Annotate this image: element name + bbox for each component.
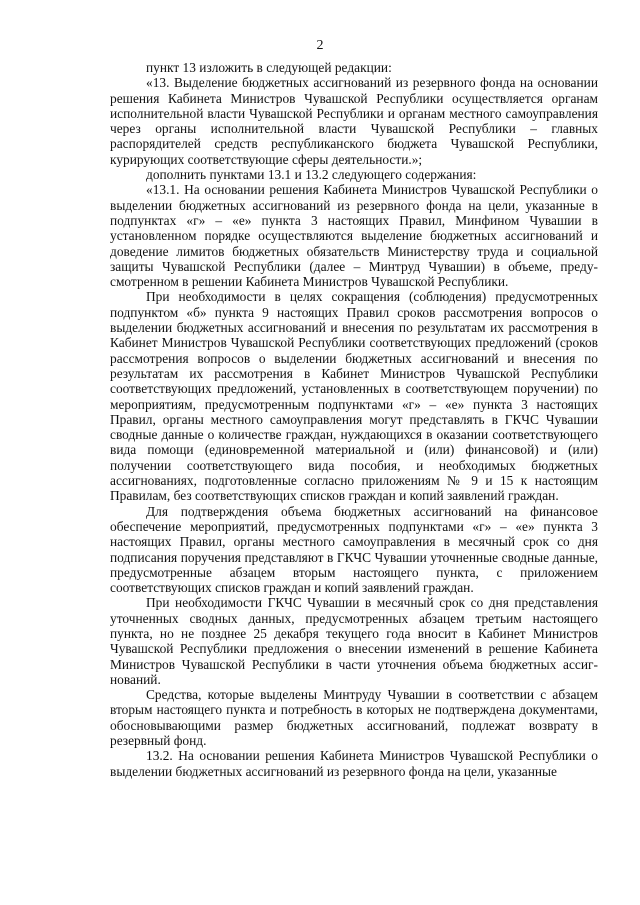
paragraph-item-13-1: «13.1. На основании решения Кабинета Министров Чувашской Республики о выделении бюджетных ассигнований из резервного фонда на цели, указанные в подпунктах «г» – «е» пункта 3 настоящих Правил, Минфином Чувашии в установленном порядке осуществляются выделение бюджетных ассигнований и доведение лимитов бюджетных обязательств Министерству труда и социальной защиты Чувашской Республики (далее – Минтруд Чувашии) в объеме, предусмотренном в решении Кабинета Министров Чувашской Республики.: [110, 182, 598, 290]
paragraph-item-13: «13. Выделение бюджетных ассигнований из резервного фонда на основании решения Кабинета Министров Чувашской Республики осуществляется органам исполнительной власти Чувашской Республики и органам местного самоуправления через органы исполнительной власти Чувашской Республики – главных распорядителей средств республиканского бюджета Чувашской Республики, курирующих соответствующие сферы деятельности.»;: [110, 75, 598, 167]
paragraph-addition-note: дополнить пунктами 13.1 и 13.2 следующего содержания:: [146, 167, 477, 183]
paragraph-intro: пункт 13 изложить в следующей редакции:: [146, 60, 392, 75]
paragraph-item-13-1-amendments: При необходимости ГКЧС Чувашии в месячный срок со дня представления уточненных сводных данных, предусмотренных абзацем третьим настоящего пункта, но не позднее 25 декабря текущего года вносит в Кабинет Министров Чувашской Республики предложения о внесении изменений в решение Кабинета Министров Чувашской Республики в части уточнения объема бюджетных ассигнований.: [110, 595, 598, 687]
paragraph-item-13-2: 13.2. На основании решения Кабинета Министров Чувашской Республики о выделении бюджетных ассигнований из резервного фонда на цели, указанные: [110, 748, 598, 779]
paragraph-item-13-1-refund: Средства, которые выделены Минтруду Чувашии в соответствии с абзацем вторым настоящего пункта и потребность в которых не подтверждена документами, обосновывающими размер бюджетных ассигнований, подлежат возврату в резервный фонд.: [110, 687, 598, 749]
paragraph-item-13-1-deadlines: При необходимости в целях сокращения (соблюдения) предусмотренных подпунктом «б» пункта 9 настоящих Правил сроков рассмотрения вопросов о выделении бюджетных ассигнований и внесения по результатам их рассмотрения в Кабинет Министров Чувашской Республики соответствующих предложений (сроков рассмотрения вопросов о выделении бюджетных ассигнований и внесения по результатам их рассмотрения в Кабинет Министров Чувашской Республики соответствующих предложений, установленных в соответствующем поручении) по мероприятиям, предусмотренным подпунктами «г» – «е» пункта 3 настоящих Правил, органы местного самоуправления могут представлять в ГКЧС Чувашии сводные данные о количестве граждан, нуждающихся в оказании соответствующего вида помощи (единовременной материальной и (или) финансовой) и (или) получении соответствующего вида пособия, и необходимых бюджетных ассигнованиях, подготовленные согласно приложениям № 9 и 15 к настоящим Правилам, без соответствующих списков граждан и копий заявлений граждан.: [110, 289, 598, 504]
page-number: 2: [316, 38, 324, 53]
document-body: [110, 60, 598, 779]
paragraph-item-13-1-confirmation: Для подтверждения объема бюджетных ассигнований на финансовое обеспечение мероприятий, предусмотренных подпунктами «г» – «е» пункта 3 настоящих Правил, органы местного самоуправления в месячный срок со дня подписания поручения представляют в ГКЧС Чувашии уточненные сводные данные, предусмотренные абзацем вторым настоящего пункта, с приложением соответствующих списков граждан и копий заявлений граждан.: [110, 503, 598, 596]
